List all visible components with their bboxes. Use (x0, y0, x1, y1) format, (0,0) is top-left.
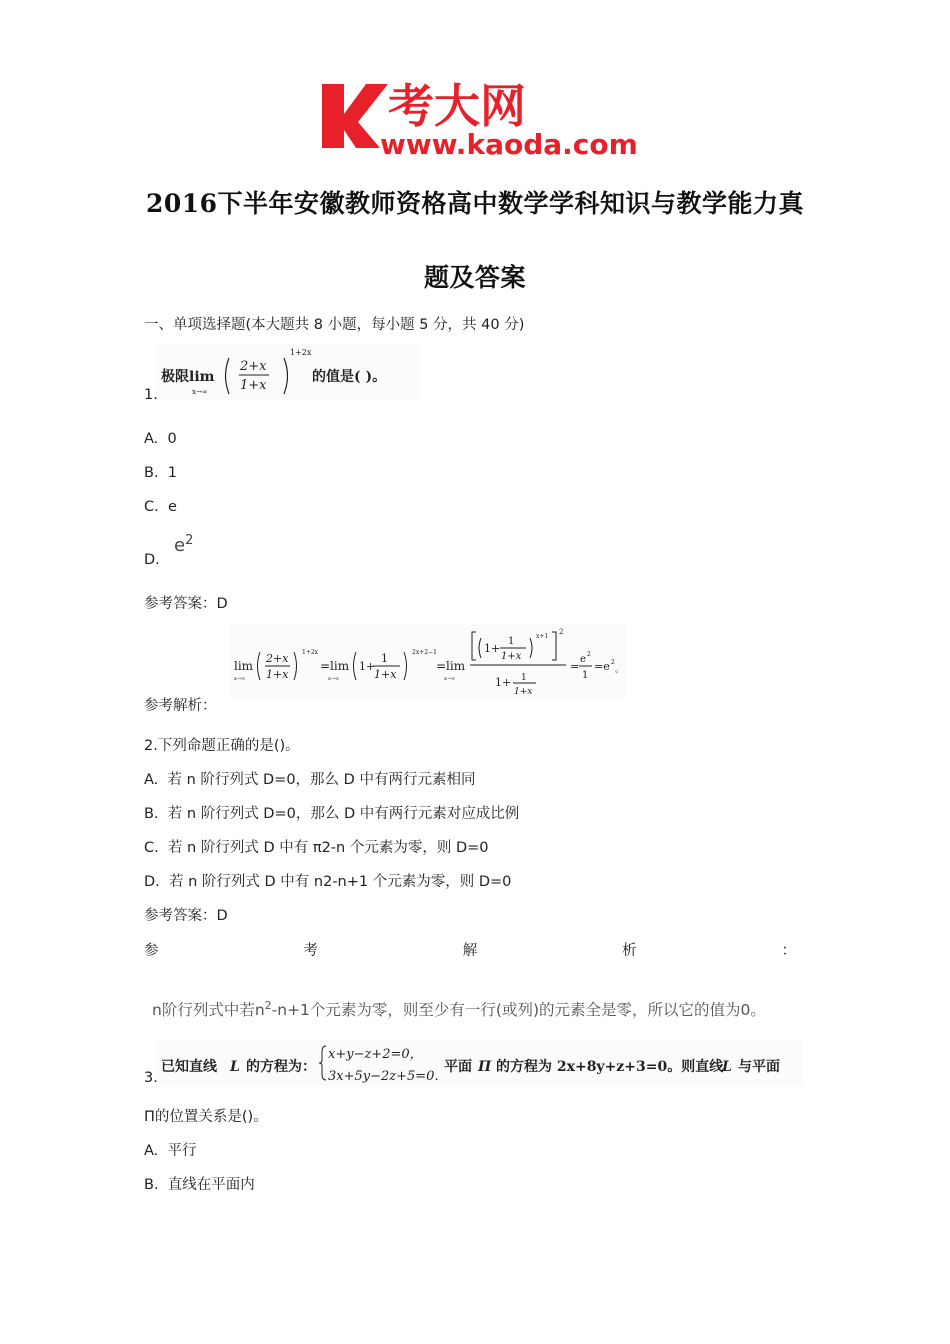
q3-eq1: x+y−z+2=0， (328, 1047, 423, 1062)
q1-option-c (144, 499, 177, 515)
f-eq-3: = (570, 660, 580, 673)
f-num1: 2+x (266, 652, 289, 665)
q2-option-b-text: 若 n 阶行列式 D=0，那么 D 中有两行元素对应成比例 (167, 806, 520, 822)
q2-option-a-label: A. (144, 772, 159, 788)
q2-option-a-text: 若 n 阶行列式 D=0，那么 D 中有两行元素相同 (167, 772, 476, 788)
f-paren-2l (354, 652, 357, 680)
q2-analysis-sup: 2 (264, 998, 272, 1012)
q2-option-c-label: C. (144, 840, 159, 856)
f-one-1: 1 (381, 652, 388, 665)
f-eq-2: =lim (436, 659, 466, 673)
q1-stem-formula (156, 344, 420, 400)
q1-option-a (144, 431, 177, 447)
q3-L2: L (722, 1059, 732, 1075)
q2-option-c-text: 若 n 阶行列式 D 中有 π2-n 个元素为零，则 D=0 (167, 840, 489, 856)
q3-plane-eq: 的方程为 2x+8y+z+3=0。则直线 (496, 1059, 724, 1075)
q2-option-c (144, 836, 489, 857)
f-e2-base: e (580, 654, 586, 665)
f-paren-3l (479, 638, 481, 658)
q3-stem-prefix: 已知直线 (161, 1059, 217, 1075)
f-paren-2r (404, 652, 407, 680)
f-den-one: 1 (582, 670, 589, 681)
q2-option-a (144, 768, 475, 789)
f-period: 。 (615, 665, 625, 675)
q3-plane-text: 平面 (444, 1059, 472, 1075)
document-title-line2: 题及答案 (423, 263, 526, 292)
q1-option-c-label: C. (144, 499, 159, 515)
q1-exponent: 1+2x (290, 348, 312, 357)
q1-analysis-formula-svg (230, 624, 626, 700)
q2-analysis-prefix: n阶行列式中若n (152, 1001, 265, 1019)
q1-frac-num: 2+x (240, 359, 267, 374)
q3-plane-sym: Π (478, 1059, 492, 1075)
q1-option-d (144, 552, 160, 568)
q3-L: L (230, 1059, 240, 1075)
q1-paren-left (226, 358, 230, 394)
q3-option-a-text: 平行 (167, 1143, 197, 1159)
q2-analysis-char-4: 析 (622, 943, 637, 959)
q1-analysis-formula (230, 624, 626, 700)
section-heading: 一、单项选择题(本大题共 8 小题，每小题 5 分，共 40 分) (144, 317, 525, 333)
q3-tail: 与平面 (738, 1059, 780, 1075)
f-exp3: x+1 (536, 633, 549, 640)
f-end-sup: 2 (611, 659, 615, 666)
q2-option-d-label: D. (144, 874, 160, 890)
q2-answer: 参考答案：D (144, 908, 228, 924)
q2-analysis-char-5: ： (781, 943, 796, 959)
q1-option-b-label: B. (144, 465, 159, 481)
q1-option-b-text: 1 (167, 465, 178, 481)
q2-analysis-text (152, 998, 766, 1020)
q1-option-c-text: e (167, 499, 177, 515)
f-oneplus-1: 1+ (359, 660, 376, 673)
q2-analysis-char-3: 解 (462, 943, 478, 959)
f-oneplusx-3: 1+x (514, 687, 533, 697)
f-oneplusx-2: 1+x (501, 651, 522, 662)
q1-stem-formula-svg (156, 344, 420, 400)
q1-option-b (144, 465, 177, 481)
q3-number: 3. (144, 1070, 158, 1086)
q1-option-a-text: 0 (167, 431, 177, 447)
q3-option-a (144, 1139, 197, 1160)
q2-option-b (144, 802, 519, 823)
f-bracket-l (472, 632, 476, 660)
q3-option-a-label: A. (144, 1143, 159, 1159)
q1-answer: 参考答案：D (144, 596, 228, 612)
f-end: =e (594, 660, 610, 673)
q1-stem-prefix: 极限lim (161, 369, 215, 385)
f-sq: 2 (559, 628, 564, 636)
q3-stem-mid: 的方程为： (246, 1059, 316, 1075)
q2-stem: 2.下列命题正确的是()。 (144, 738, 300, 754)
f-lim-1: lim (234, 659, 254, 673)
q3-eq2: 3x+5y−2z+5=0. (328, 1069, 439, 1084)
f-one-3: 1 (521, 673, 527, 683)
q2-option-d (144, 870, 511, 891)
q3-stem-formula-svg (156, 1040, 802, 1086)
f-oneplus-3: 1+ (495, 676, 512, 689)
q1-stem-suffix: 的值是( )。 (312, 369, 387, 385)
f-paren-1r (294, 652, 297, 680)
q2-analysis-char-1: 参 (144, 943, 159, 959)
f-limsub-3: x→∞ (444, 676, 456, 682)
f-oneplusx-1: 1+x (374, 668, 397, 681)
q2-option-d-text: 若 n 阶行列式 D 中有 n2-n+1 个元素为零，则 D=0 (169, 874, 512, 890)
f-limsub-1: x→∞ (234, 676, 246, 682)
f-one-2: 1 (508, 636, 515, 647)
logo-brand-url: www.kaoda.com (380, 128, 638, 161)
q1-analysis-label: 参考解析： (144, 698, 217, 714)
q2-option-b-label: B. (144, 806, 159, 822)
f-bracket-r (552, 632, 556, 660)
f-paren-1l (258, 652, 261, 680)
f-limsub-2: x→∞ (328, 676, 340, 682)
q3-option-b-label: B. (144, 1177, 159, 1193)
q1-option-d-sup: 2 (185, 533, 194, 548)
q2-analysis-char-2: 考 (303, 943, 318, 959)
q2-analysis-rest: -n+1个元素为零，则至少有一行(或列)的元素全是零，所以它的值为0。 (271, 1001, 766, 1019)
q1-option-a-label: A. (144, 431, 159, 447)
q2-analysis-label (144, 939, 796, 960)
q1-number: 1. (144, 387, 158, 403)
q3-stem-cont: Π的位置关系是()。 (144, 1109, 268, 1125)
logo-brand-cn: 考大网 (388, 79, 526, 133)
f-exp2: 2x+2−1 (412, 649, 437, 656)
q3-option-b-text: 直线在平面内 (167, 1177, 255, 1193)
f-den1: 1+x (266, 668, 289, 681)
q3-stem-formula (156, 1040, 802, 1086)
kaoda-logo (318, 70, 640, 162)
q1-stem-limsub: x→∞ (192, 388, 208, 396)
logo-k-mark (322, 84, 388, 148)
q3-option-b (144, 1173, 255, 1194)
f-eq-1: =lim (320, 659, 350, 673)
q1-frac-den: 1+x (240, 378, 267, 393)
q1-option-d-formula (174, 533, 193, 556)
kaoda-logo-graphic (318, 70, 640, 162)
q1-option-d-label: D. (144, 552, 160, 568)
document-title-line1: 2016下半年安徽教师资格高中数学学科知识与教学能力真 (145, 189, 805, 218)
f-paren-3r (530, 638, 532, 658)
q3-brace (319, 1046, 326, 1080)
f-e2-sup: 2 (587, 651, 591, 658)
f-oneplus-2: 1+ (484, 642, 501, 655)
f-exp1: 1+2x (302, 649, 319, 656)
q1-option-d-base: e (174, 535, 186, 556)
q1-paren-right (284, 358, 288, 394)
